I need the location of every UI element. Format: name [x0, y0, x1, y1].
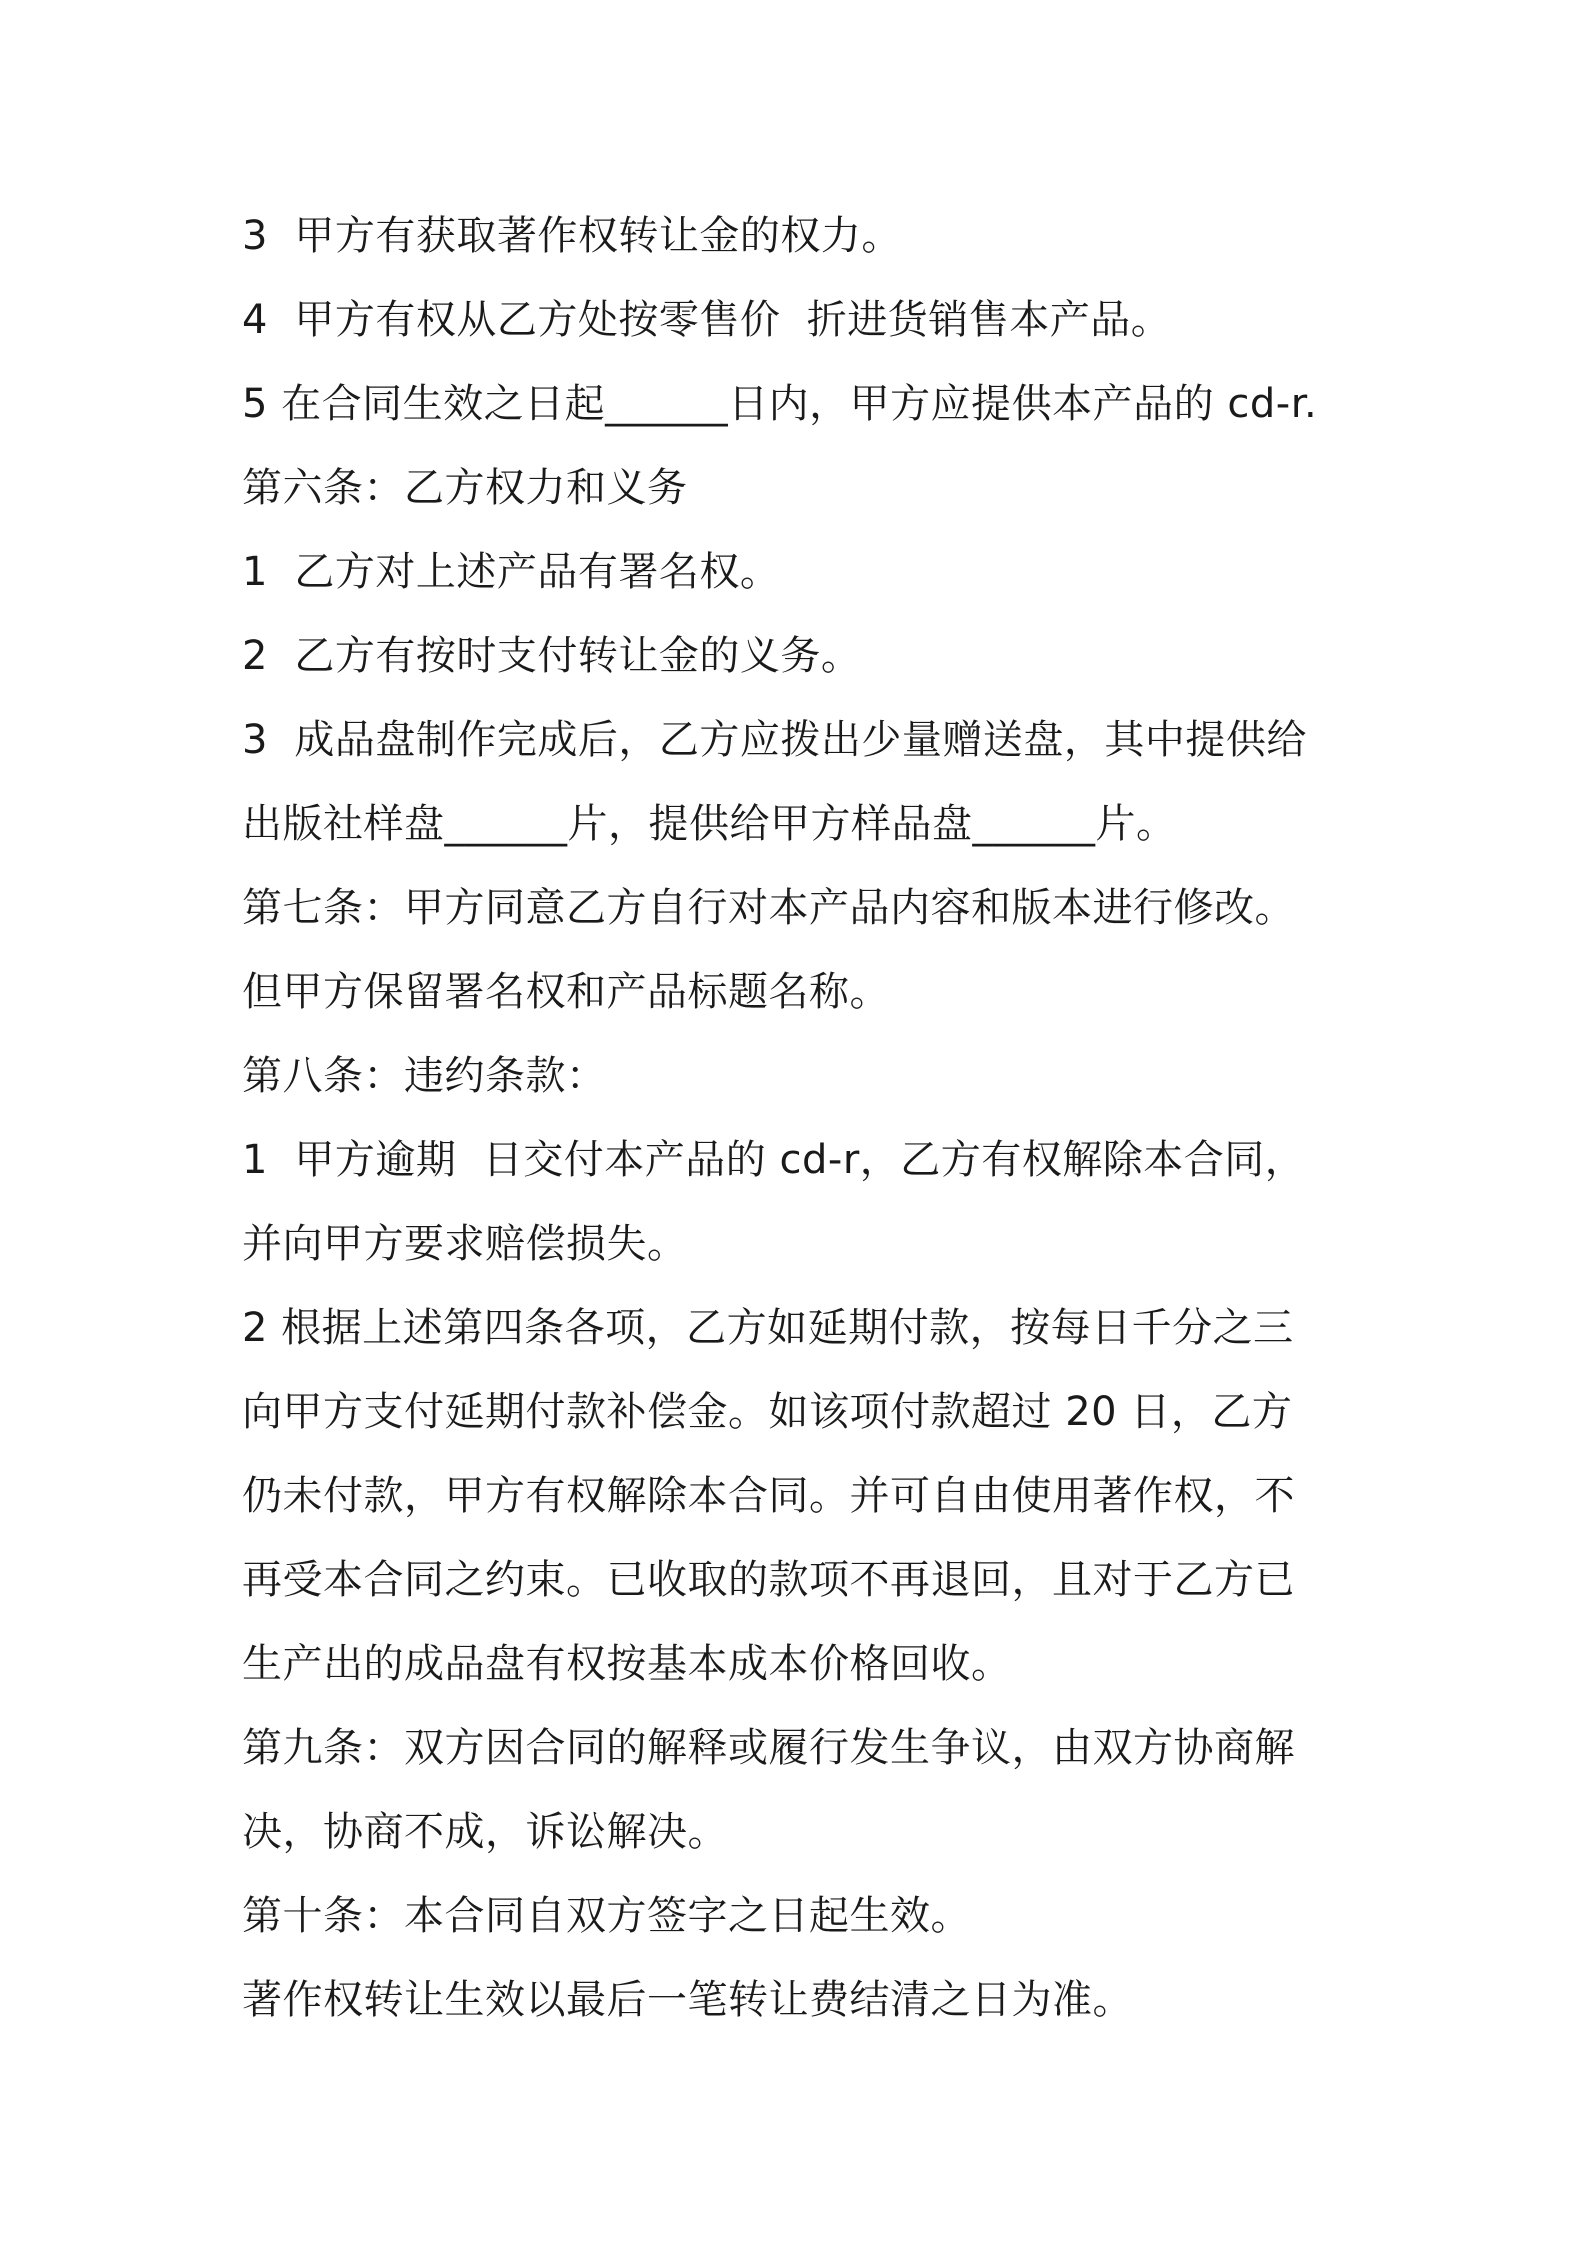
- clause-line: 2 乙方有按时支付转让金的义务。: [242, 633, 862, 679]
- article-heading: 第十条：本合同自双方签字之日起生效。: [242, 1893, 971, 1939]
- clause-line: 生产出的成品盘有权按基本成本价格回收。: [242, 1641, 1012, 1687]
- clause-line: 3 成品盘制作完成后，乙方应拨出少量赠送盘，其中提供给: [242, 717, 1307, 763]
- clause-line: 3 甲方有获取著作权转让金的权力。: [242, 213, 902, 259]
- clause-line: 著作权转让生效以最后一笔转让费结清之日为准。: [242, 1977, 1133, 2023]
- clause-line: 2 根据上述第四条各项，乙方如延期付款，按每日千分之三: [242, 1305, 1294, 1351]
- clause-line: 出版社样盘______片，提供给甲方样品盘______片。: [242, 801, 1177, 847]
- article-heading: 第七条：甲方同意乙方自行对本产品内容和版本进行修改。: [242, 885, 1295, 931]
- article-heading: 第九条：双方因合同的解释或履行发生争议，由双方协商解: [242, 1725, 1295, 1771]
- contract-text: [242, 194, 1362, 2042]
- clause-line: 5 在合同生效之日起______日内，甲方应提供本产品的 cd-r.: [242, 381, 1318, 427]
- clause-line: 但甲方保留署名权和产品标题名称。: [242, 969, 890, 1015]
- clause-line: 1 甲方逾期 日交付本产品的 cd-r，乙方有权解除本合同，: [242, 1137, 1306, 1183]
- clause-line: 1 乙方对上述产品有署名权。: [242, 549, 781, 595]
- clause-line: 仍未付款，甲方有权解除本合同。并可自由使用著作权，不: [242, 1473, 1295, 1519]
- clause-line: 决，协商不成，诉讼解决。: [242, 1809, 728, 1855]
- clause-line: 向甲方支付延期付款补偿金。如该项付款超过 20 日，乙方: [242, 1389, 1293, 1435]
- article-heading: 第六条：乙方权力和义务: [242, 465, 688, 511]
- clause-line: 再受本合同之约束。已收取的款项不再退回，且对于乙方已: [242, 1557, 1295, 1603]
- clause-line: 4 甲方有权从乙方处按零售价 折进货销售本产品。: [242, 297, 1172, 343]
- clause-line: 并向甲方要求赔偿损失。: [242, 1221, 688, 1267]
- article-heading: 第八条：违约条款：: [242, 1053, 607, 1099]
